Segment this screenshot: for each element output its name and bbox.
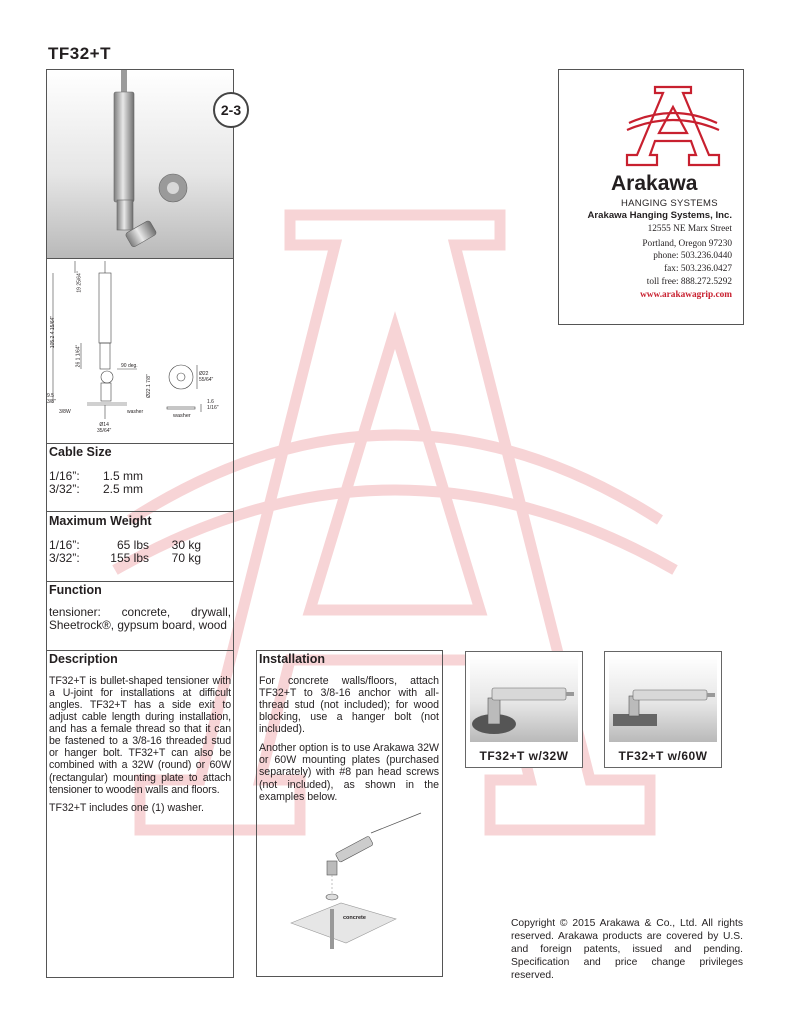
dim-label-105 — [50, 316, 56, 348]
dim-22-in: 55/64" — [199, 377, 214, 383]
function-section — [49, 583, 231, 631]
max-weight-heading: Maximum Weight — [49, 514, 152, 528]
dim-105-in: 4 15/64" — [50, 315, 57, 335]
weight-row — [49, 552, 231, 565]
arakawa-logo-icon — [623, 83, 723, 171]
dim-label-221 — [146, 374, 152, 398]
dim-16-in: 1/16" — [207, 405, 219, 411]
weight-row — [49, 539, 231, 552]
dim-95: 9.5 — [47, 393, 54, 399]
product-card-32w — [465, 651, 583, 768]
dim-label-26 — [75, 345, 81, 368]
dim-thread: 3/8W — [59, 409, 71, 415]
page-badge: 2-3 — [213, 92, 249, 128]
installation-column — [256, 650, 443, 977]
dim-label-16 — [207, 399, 219, 411]
dim-19-in: 25/64" — [76, 271, 83, 286]
dim-label-14 — [97, 422, 111, 434]
cable-size-row — [49, 470, 231, 483]
address-block — [640, 223, 732, 301]
installation-heading: Installation — [259, 652, 325, 666]
weight-lbs: 155 lbs — [110, 551, 149, 566]
dim-label-22 — [199, 371, 213, 383]
cable-size: 1/16”: — [49, 469, 80, 483]
diagram-concrete-label: concrete — [343, 915, 366, 921]
cable-size-row — [49, 483, 231, 496]
brand-name: Arakawa — [611, 172, 698, 195]
function-heading: Function — [49, 583, 102, 597]
dim-label-95 — [47, 393, 56, 405]
product-photo — [47, 70, 233, 258]
description-heading: Description — [49, 652, 118, 666]
dim-label-19 — [77, 271, 83, 292]
installation-diagram — [281, 811, 441, 951]
dim-95-in: 3/8" — [47, 399, 56, 405]
max-weight-section — [49, 514, 231, 566]
product-photo-60w — [609, 656, 717, 742]
product-caption-32w: TF32+T w/32W — [479, 749, 569, 763]
cable-mm: 1.5 mm — [103, 469, 144, 483]
dim-14: Ø14 — [99, 422, 109, 428]
cable-mm: 2.5 mm — [103, 482, 144, 497]
dim-washer-1: washer — [127, 409, 144, 415]
description-section — [49, 652, 231, 815]
address-phone: phone: 503.236.0440 — [653, 251, 732, 262]
installation-p2: Another option is to use Arakawa 32W or 60W mounting plates (purchased separately) with #8 pan head screws (not included), as shown in the examples below. — [259, 742, 439, 803]
address-tollfree: toll free: 888.272.5292 — [646, 276, 732, 287]
dim-105: 105.2 — [50, 335, 57, 349]
address-website[interactable]: www.arakawagrip.com — [640, 289, 732, 300]
dim-16: 1.6 — [207, 399, 214, 405]
product-photo-32w — [470, 656, 578, 742]
left-column — [46, 69, 242, 978]
product-card-60w — [604, 651, 722, 768]
tensioner-60w-icon — [609, 656, 717, 742]
address-fax: fax: 503.236.0427 — [664, 264, 732, 275]
product-caption-60w: TF32+T w/60W — [618, 749, 708, 763]
weight-kg: 70 kg — [171, 551, 201, 566]
dim-washer-2: washer — [173, 413, 191, 419]
dim-angle: 90 deg. — [121, 363, 138, 369]
tensioner-photo-icon — [47, 70, 233, 258]
weight-lbs: 65 lbs — [116, 538, 149, 552]
address-city: Portland, Oregon 97230 — [642, 238, 732, 249]
dim-221-in: 7/8" — [145, 374, 152, 383]
installation-p1: For concrete walls/floors, attach TF32+T to 3/8-16 anchor with all-thread stud (not included); for wood blocking, use a hanger bolt (not included). — [259, 675, 439, 736]
brand-tagline: HANGING SYSTEMS — [621, 198, 718, 209]
installation-section — [259, 652, 439, 803]
description-p2: TF32+T includes one (1) washer. — [49, 801, 204, 814]
dim-22: Ø22 — [199, 371, 209, 377]
weight-size: 1/16”: — [49, 538, 80, 552]
description-p1: TF32+T is bullet-shaped tensioner with a U-joint for installations at difficult angles. TF32+T has a side exit to adjust cable length during installation, and has a female thread so that it can be fastened to a 3/8-16 threaded stud or hanger bolt. TF32+T can also be combined with a 32W (round) or 60W (rectangular) mounting plate to attach tensioner to wooden walls and floors. — [49, 675, 231, 796]
dim-14-in: 35/64" — [97, 428, 112, 434]
weight-kg: 30 kg — [171, 538, 201, 552]
technical-drawing — [47, 259, 233, 443]
dim-26: 26 — [75, 361, 82, 368]
company-name: Arakawa Hanging Systems, Inc. — [587, 210, 732, 221]
page-title: TF32+T — [48, 44, 111, 63]
cable-size: 3/32”: — [49, 482, 80, 497]
dim-221: Ø22.1 — [145, 384, 152, 398]
cable-size-heading: Cable Size — [49, 445, 112, 459]
brand-box — [558, 69, 744, 325]
dim-26-in: 1 1/64" — [75, 344, 82, 361]
function-text: tensioner: concrete, drywall, Sheetrock®, gypsum board, wood — [49, 605, 231, 632]
cable-size-section — [49, 445, 231, 497]
address-street: 12555 NE Marx Street — [647, 224, 732, 234]
weight-size: 3/32”: — [49, 551, 80, 566]
tensioner-32w-icon — [470, 656, 578, 742]
dim-19: 19 — [76, 287, 83, 293]
installation-diagram-icon — [281, 811, 441, 951]
copyright-notice: Copyright © 2015 Arakawa & Co., Ltd. All rights reserved. Arakawa products are covered by U.S. and foreign patents, issued and pending. Specification and price change privileges reserved. — [511, 918, 743, 982]
